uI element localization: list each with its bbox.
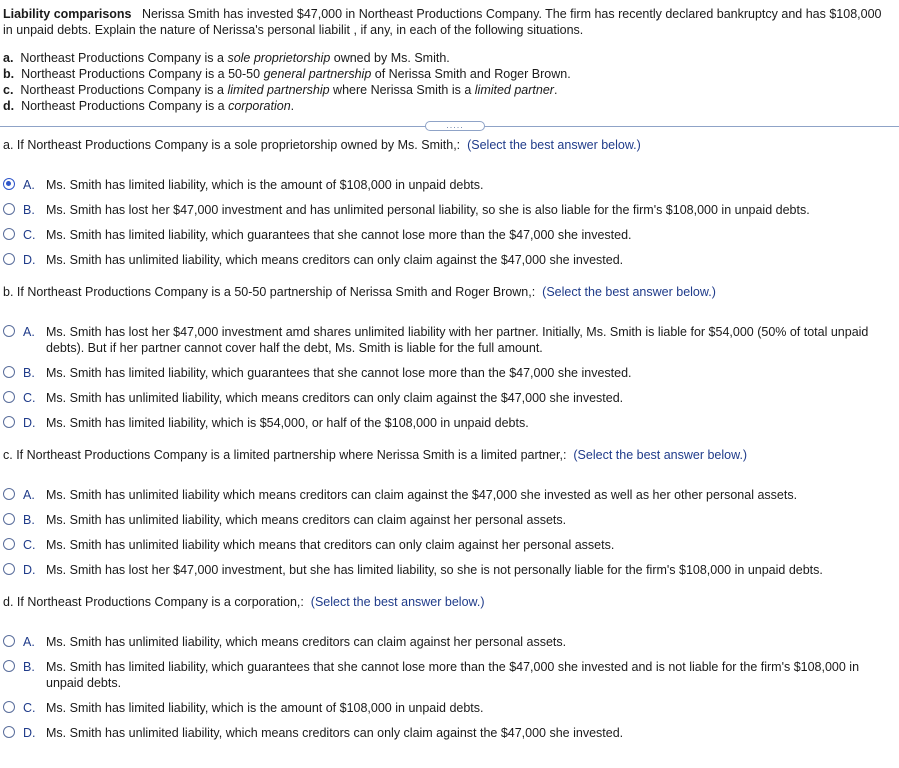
option-a-d[interactable]: D. Ms. Smith has unlimited liability, which means creditors can only claim against the $47,000 she invested.: [3, 252, 893, 268]
question-b-hint: (Select the best answer below.): [542, 285, 716, 299]
option-b-b[interactable]: B. Ms. Smith has limited liability, which guarantees that she cannot lose more than the $47,000 she invested.: [3, 365, 893, 381]
option-c-d[interactable]: D. Ms. Smith has lost her $47,000 investment, but she has limited liability, so she is not personally liable for the firm's $108,000 in unpaid debts.: [3, 562, 893, 578]
option-d-b[interactable]: B. Ms. Smith has limited liability, which guarantees that she cannot lose more than the $47,000 she invested and is not liable for the firm's $108,000 in unpaid debts.: [3, 659, 893, 691]
radio-button[interactable]: [3, 660, 15, 672]
radio-button-selected[interactable]: [3, 178, 15, 190]
question-d-hint: (Select the best answer below.): [310, 595, 485, 609]
option-b-c[interactable]: C. Ms. Smith has unlimited liability, which means creditors can only claim against the $47,000 she invested.: [3, 390, 893, 406]
option-a-c[interactable]: C. Ms. Smith has limited liability, which guarantees that she cannot lose more than the $47,000 she invested.: [3, 227, 893, 243]
radio-button[interactable]: [3, 416, 15, 428]
question-a: [3, 138, 641, 152]
radio-button[interactable]: [3, 488, 15, 500]
question-c: [3, 448, 747, 462]
radio-button[interactable]: [3, 391, 15, 403]
situation-a: a. Northeast Productions Company is a sole proprietorship owned by Ms. Smith.: [3, 51, 450, 65]
problem-title: Liability comparisons: [3, 7, 132, 21]
radio-button[interactable]: [3, 366, 15, 378]
situation-d: d. Northeast Productions Company is a corporation.: [3, 99, 295, 113]
option-d-c[interactable]: C. Ms. Smith has limited liability, which is the amount of $108,000 in unpaid debts.: [3, 700, 893, 716]
option-d-a[interactable]: A. Ms. Smith has unlimited liability, which means creditors can claim against her personal assets.: [3, 634, 893, 650]
situation-list: [3, 50, 571, 114]
problem-intro: [3, 6, 883, 38]
radio-button[interactable]: [3, 228, 15, 240]
question-a-text: a. If Northeast Productions Company is a sole proprietorship owned by Ms. Smith,:: [3, 138, 461, 152]
radio-button[interactable]: [3, 253, 15, 265]
question-b-text: b. If Northeast Productions Company is a 50-50 partnership of Nerissa Smith and Roger Brown,:: [3, 285, 536, 299]
question-c-hint: (Select the best answer below.): [573, 448, 748, 462]
situation-b: b. Northeast Productions Company is a 50-50 general partnership of Nerissa Smith and Roger Brown.: [3, 67, 571, 81]
radio-button[interactable]: [3, 513, 15, 525]
radio-button[interactable]: [3, 538, 15, 550]
question-c-text: c. If Northeast Productions Company is a limited partnership where Nerissa Smith is a limited partner,:: [3, 448, 567, 462]
radio-button[interactable]: [3, 701, 15, 713]
problem-text: Nerissa Smith has invested $47,000 in Northeast Productions Company. The firm has recently declared bankruptcy and has $108,000 in unpaid debts. Explain the nature of Nerissa's personal liabilit , if any, in each of the following situations.: [3, 7, 882, 37]
radio-button[interactable]: [3, 325, 15, 337]
option-d-d[interactable]: D. Ms. Smith has unlimited liability, which means creditors can only claim against the $47,000 she invested.: [3, 725, 893, 741]
situation-c: c. Northeast Productions Company is a limited partnership where Nerissa Smith is a limited partner.: [3, 83, 558, 97]
option-c-c[interactable]: C. Ms. Smith has unlimited liability which means that creditors can only claim against her personal assets.: [3, 537, 893, 553]
option-b-a[interactable]: A. Ms. Smith has lost her $47,000 investment amd shares unlimited liability with her partner. Initially, Ms. Smith is liable for $54,000 (50% of total unpaid debts). But if her partner cannot cover half the debt, Ms. Smith is liable for the full amount.: [3, 324, 893, 356]
question-d-text: d. If Northeast Productions Company is a corporation,:: [3, 595, 304, 609]
option-b-d[interactable]: D. Ms. Smith has limited liability, which is $54,000, or half of the $108,000 in unpaid debts.: [3, 415, 893, 431]
question-d: [3, 595, 485, 609]
option-a-b[interactable]: B. Ms. Smith has lost her $47,000 investment and has unlimited personal liability, so she is also liable for the firm's $108,000 in unpaid debts.: [3, 202, 893, 218]
radio-button[interactable]: [3, 203, 15, 215]
option-c-b[interactable]: B. Ms. Smith has unlimited liability, which means creditors can claim against her personal assets.: [3, 512, 893, 528]
radio-button[interactable]: [3, 563, 15, 575]
option-c-a[interactable]: A. Ms. Smith has unlimited liability which means creditors can claim against the $47,000 she invested as well as her other personal assets.: [3, 487, 893, 503]
expand-button[interactable]: .....: [425, 121, 485, 131]
question-b: [3, 285, 716, 299]
radio-button[interactable]: [3, 726, 15, 738]
radio-button[interactable]: [3, 635, 15, 647]
question-a-hint: (Select the best answer below.): [467, 138, 641, 152]
option-a-a[interactable]: A. Ms. Smith has limited liability, which is the amount of $108,000 in unpaid debts.: [3, 177, 893, 193]
